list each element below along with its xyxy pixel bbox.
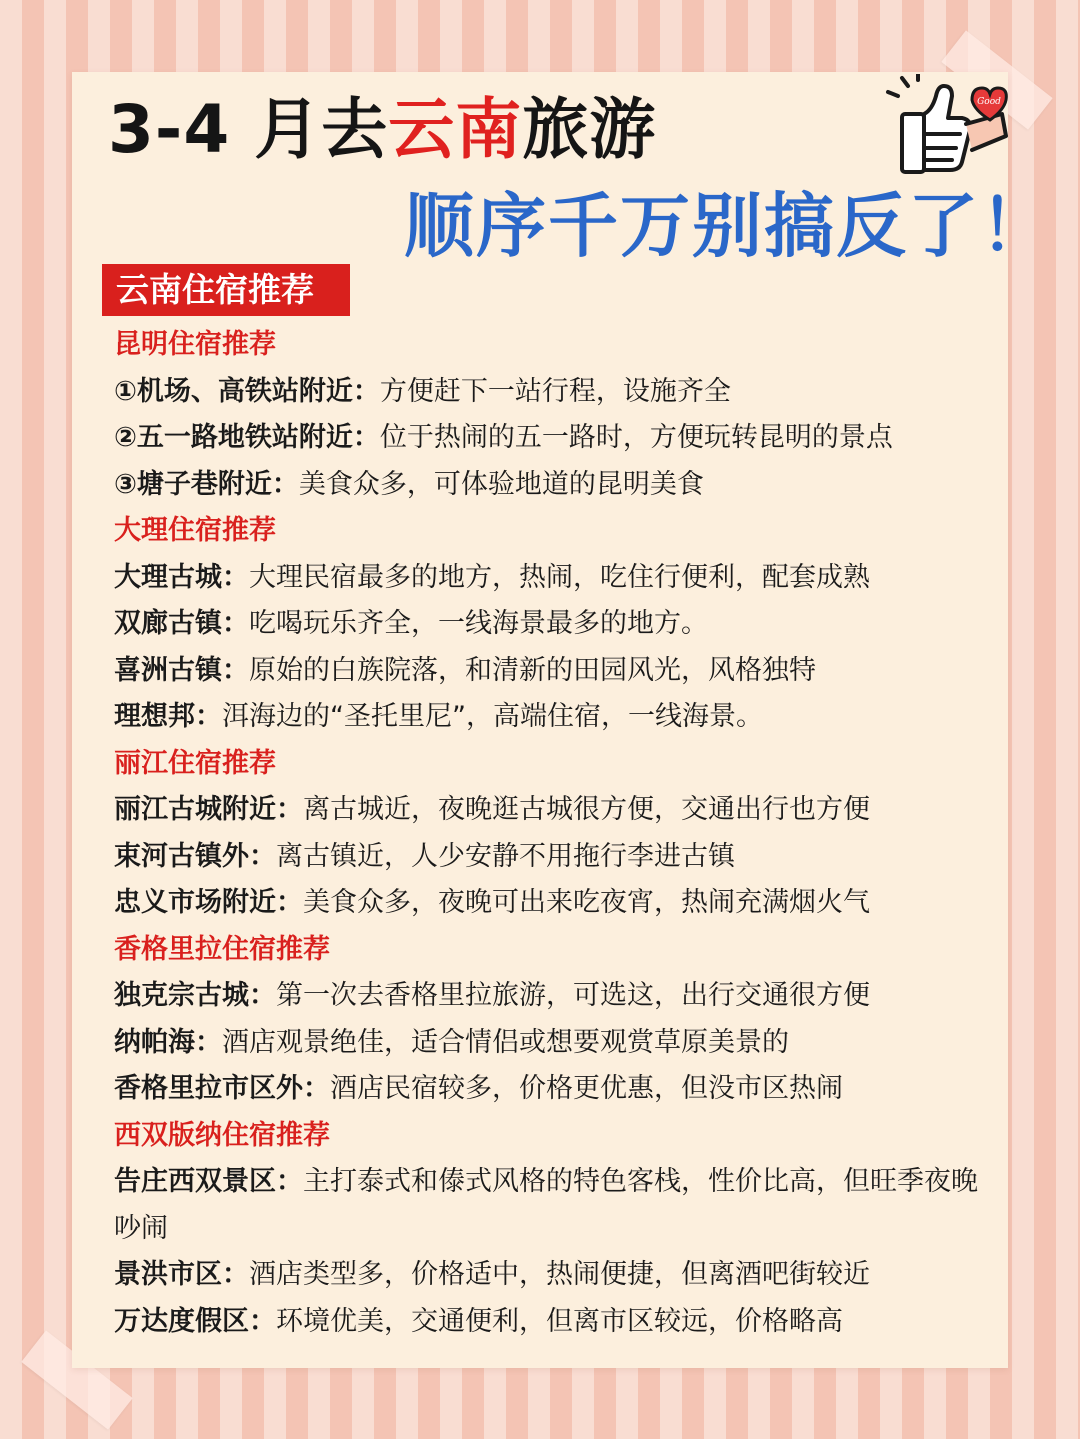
item-description: 方便赶下一站行程，设施齐全 — [379, 375, 731, 407]
content-card — [72, 72, 1052, 1368]
list-item — [114, 601, 994, 648]
list-item — [114, 415, 994, 462]
item-label: 独克宗古城： — [114, 980, 276, 1011]
list-item — [114, 1020, 994, 1067]
item-label: 万达度假区： — [114, 1305, 276, 1337]
item-description: 位于热闹的五一路时，方便玩转昆明的景点 — [379, 422, 893, 453]
section-title: 云南住宿推荐 — [102, 264, 350, 316]
item-description: 第一次去香格里拉旅游，可选这，出行交通很方便 — [276, 980, 870, 1011]
list-item — [114, 973, 994, 1020]
item-description: 美食众多，夜晚可出来吃夜宵，热闹充满烟火气 — [303, 887, 870, 918]
item-label: 喜洲古镇： — [114, 654, 249, 686]
list-item — [114, 1066, 994, 1113]
item-label: 双廊古镇： — [114, 608, 249, 639]
list-item — [114, 369, 994, 416]
item-label: ③塘子巷附近： — [114, 468, 299, 500]
item-description: 酒店观景绝佳，适合情侣或想要观赏草原美景的 — [222, 1026, 789, 1058]
title-highlight: 云南 — [388, 91, 523, 168]
item-description: 原始的白族院落，和清新的田园风光，风格独特 — [249, 654, 816, 686]
city-heading: 西双版纳住宿推荐 — [114, 1119, 330, 1151]
item-label: 理想邦： — [114, 701, 222, 732]
item-description: 离古城近，夜晚逛古城很方便，交通出行也方便 — [303, 794, 870, 825]
list-item — [114, 648, 994, 695]
item-label: ①机场、高铁站附近： — [114, 375, 380, 407]
list-item — [114, 834, 994, 881]
item-label: 纳帕海： — [114, 1026, 222, 1058]
item-label: 香格里拉市区外： — [114, 1073, 330, 1104]
page-title — [108, 90, 656, 170]
item-description: 离古镇近，人少安静不用拖行李进古镇 — [276, 840, 735, 872]
title-prefix: 3-4 月去 — [108, 91, 389, 168]
item-description: 酒店民宿较多，价格更优惠，但没市区热闹 — [330, 1073, 843, 1104]
svg-text:Good: Good — [977, 97, 1001, 107]
list-item — [114, 555, 994, 602]
item-label: ②五一路地铁站附近： — [114, 422, 380, 453]
item-description: 大理民宿最多的地方，热闹，吃住行便利，配套成熟 — [249, 561, 870, 593]
item-label: 丽江古城附近： — [114, 794, 303, 825]
item-description: 美食众多，可体验地道的昆明美食 — [298, 468, 704, 500]
item-label: 大理古城： — [114, 561, 249, 593]
recommendation-list — [114, 322, 994, 1345]
city-heading: 大理住宿推荐 — [114, 515, 276, 546]
list-item — [114, 1159, 994, 1252]
page-subtitle: 顺序千万别搞反了！ — [404, 185, 1052, 267]
list-item — [114, 694, 994, 741]
item-description: 酒店类型多，价格适中，热闹便捷，但离酒吧街较近 — [249, 1259, 870, 1290]
item-label: 告庄西双景区： — [114, 1166, 303, 1197]
city-heading: 丽江住宿推荐 — [114, 747, 276, 779]
item-description: 吃喝玩乐齐全，一线海景最多的地方。 — [249, 608, 708, 639]
list-item — [114, 880, 994, 927]
item-description: 洱海边的“圣托里尼”，高端住宿，一线海景。 — [222, 701, 763, 732]
list-item — [114, 787, 994, 834]
list-item — [114, 1252, 994, 1299]
city-heading: 香格里拉住宿推荐 — [114, 933, 330, 965]
item-label: 束河古镇外： — [114, 840, 276, 872]
item-description: 环境优美，交通便利，但离市区较远，价格略高 — [276, 1305, 843, 1337]
city-heading: 昆明住宿推荐 — [114, 329, 276, 360]
item-description: 主打泰式和傣式风格的特色客栈，性价比高，但旺季夜晚吵闹 — [114, 1166, 978, 1244]
item-label: 景洪市区： — [114, 1259, 249, 1290]
title-suffix: 旅游 — [522, 91, 657, 168]
list-item — [114, 1299, 994, 1346]
list-item — [114, 462, 994, 509]
thumbs-up-icon — [880, 74, 1008, 184]
item-label: 忠义市场附近： — [114, 887, 303, 918]
